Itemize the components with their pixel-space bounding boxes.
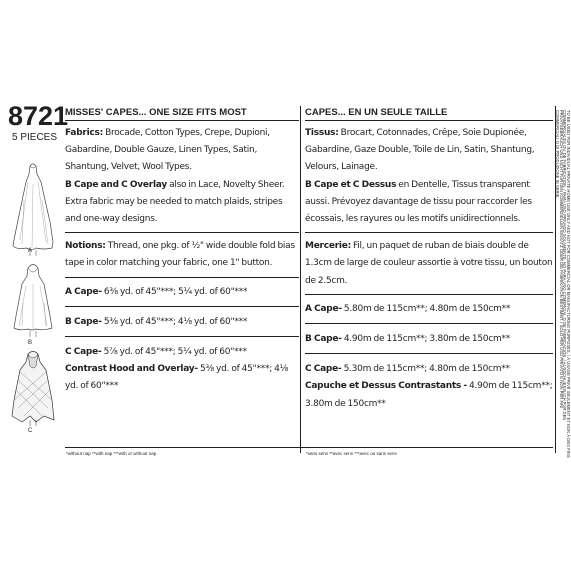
tissus-text: Brocart, Cotonnades, Crêpe, Soie Dupionée, Gabardine, Gaze Double, Toile de Lin, Satin, Shantung, Velours, Lainage. xyxy=(305,128,535,173)
overlay-label: B Cape and C Overlay xyxy=(65,179,167,190)
cape-a-label: A Cape- xyxy=(65,286,102,297)
contrast-label: Contrast Hood and Overlay- xyxy=(65,364,198,375)
figure-a xyxy=(6,160,60,260)
french-heading: CAPES... EN UN SEULE TAILLE xyxy=(305,106,553,121)
pieces-count: 5 PIECES xyxy=(12,132,58,143)
figure-a-letter: A xyxy=(28,248,33,254)
figure-b-letter: B xyxy=(28,340,33,346)
fr-cape-a-text: 5.80m de 115cm**; 4.80m de 150cm** xyxy=(341,303,511,314)
english-fabrics xyxy=(65,125,299,177)
notions-label: Notions: xyxy=(65,241,106,252)
french-contrast xyxy=(305,378,553,412)
french-mercerie xyxy=(305,238,553,295)
french-dessus xyxy=(305,177,553,234)
fr-cape-a-label: A Cape- xyxy=(305,303,342,314)
english-column xyxy=(65,106,299,396)
cape-b-sketch-icon xyxy=(6,262,60,346)
english-yardage-b xyxy=(65,314,299,337)
french-column xyxy=(305,106,553,413)
side-notice xyxy=(555,110,571,458)
english-yardage-c xyxy=(65,344,299,361)
mercerie-text: Fil, un paquet de ruban de biais double de 1.3cm de large de couleur assortie à votre tissu, un bouton de 2.5cm. xyxy=(305,241,553,286)
fr-contrast-text: 4.90m de 115cm**; 3.80m de 150cm** xyxy=(305,381,553,409)
cape-c-label: C Cape- xyxy=(65,347,102,358)
cape-a-sketch-icon xyxy=(6,160,60,260)
side-notice-line: PRIVATGEBRAUCH UND NICHT FÜR DEN KOMMERZIELLEN EINSATZ ODER DIE FABRIKATION BESTIMMT. / SOLO PER USO PRIVATO E NON PER FINI xyxy=(558,110,564,409)
cape-b-text: 5⅜ yd. of 45"***; 4⅛ yd. of 60"*** xyxy=(101,316,248,327)
cape-c-text: 5⅞ yd. of 45"***; 5¼ yd. of 60"*** xyxy=(101,347,247,358)
french-yardage-c xyxy=(305,361,553,378)
english-overlay xyxy=(65,177,299,234)
english-heading: MISSES' CAPES... ONE SIZE FITS MOST xyxy=(65,106,299,121)
french-yardage-a xyxy=(305,301,553,324)
mercerie-label: Mercerie: xyxy=(305,241,351,252)
french-footnote: *sans sens **avec sens ***avec ou sans sens xyxy=(306,451,397,456)
cape-a-text: 6⅜ yd. of 45"***; 5¼ yd. of 60"*** xyxy=(101,286,248,297)
contrast-text: 5⅜ yd. of 45"***; 4⅛ yd. of 60"*** xyxy=(65,364,289,392)
dessus-label: B Cape et C Dessus xyxy=(305,179,397,190)
tissus-label: Tissus: xyxy=(305,128,339,138)
figure-c xyxy=(6,350,60,434)
figure-b xyxy=(6,262,60,346)
english-notions xyxy=(65,238,299,277)
side-notice-line: TO BE USED FOR INDIVIDUAL PRIVATE HOME USE ONLY AND NOT FOR COMMERCIAL OR MANUFACTURING PURPOSES. / À USAGE PRIVÉ SEULEMENT ET NON À DES FINS xyxy=(566,110,571,458)
fr-cape-c-text: 5.30m de 115cm**; 4.80m de 150cm** xyxy=(341,364,510,375)
bottom-rule xyxy=(65,447,553,448)
fabrics-text: Brocade, Cotton Types, Crepe, Dupioni, Gabardine, Double Gauze, Linen Types, Satin, Shantung, Velvet, Wool Types. xyxy=(65,128,270,173)
cape-c-sketch-icon xyxy=(6,350,60,434)
fr-cape-b-label: B Cape- xyxy=(305,334,342,345)
english-contrast xyxy=(65,361,299,395)
notions-text: Thread, one pkg. of ½" wide double fold bias tape in color matching your fabric, one 1" button. xyxy=(65,241,295,269)
figure-c-letter: C xyxy=(28,428,33,434)
column-divider xyxy=(300,106,301,453)
french-yardage-b xyxy=(305,331,553,354)
pattern-number: 8721 xyxy=(8,101,69,131)
side-notice-text xyxy=(555,110,571,458)
cape-b-label: B Cape- xyxy=(65,316,102,327)
overlay-text: also in Lace, Novelty Sheer. Extra fabric may be needed to match plaids, stripes and one-way designs. xyxy=(65,179,285,225)
dessus-text: en Dentelle, Tissus transparent aussi. Prévoyez davantage de tissu pour raccorder les écossais, les rayures ou les motifs unidirectionnels. xyxy=(305,179,532,225)
side-notice-line: COMMERCIALES OU DE FABRICATION. / PARA USO PRIVADO SOLAMENTE, NO PARA USO COMERCIAL O DE FABRICACIÓN. / AUSSCHLIESSLICH FÜR DEN xyxy=(562,110,568,421)
fr-cape-b-text: 4.90m de 115cm**; 3.80m de 150cm** xyxy=(341,334,511,345)
english-footnote: *without nap **with nap ***with or without nap xyxy=(66,451,157,456)
english-yardage-a xyxy=(65,284,299,307)
fabrics-label: Fabrics: xyxy=(65,128,103,138)
fr-cape-c-label: C Cape- xyxy=(305,364,342,375)
french-tissus xyxy=(305,125,553,177)
side-notice-line: COMMERCIALI O DI PRODUZIONE IN SERIE. xyxy=(555,110,561,199)
fr-contrast-label: Capuche et Dessus Contrastants - xyxy=(305,381,467,392)
